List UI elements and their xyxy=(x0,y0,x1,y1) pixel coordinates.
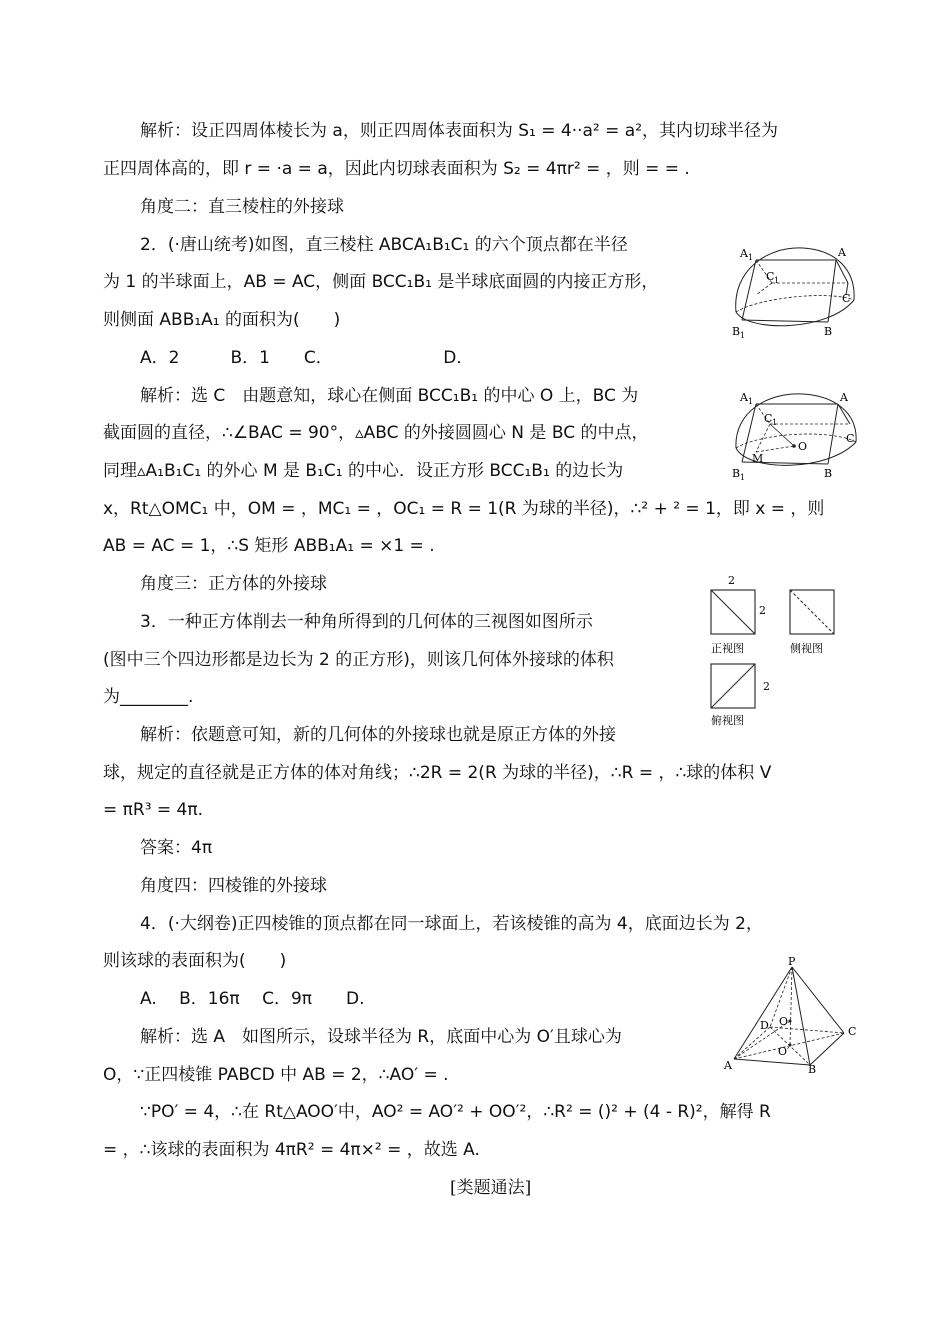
label-c: C xyxy=(848,1025,857,1038)
question-line: 4．(·大纲卷)正四棱锥的顶点都在同一球面上，若该棱锥的高为 4，底面边长为 2， xyxy=(140,914,763,934)
text-line: 则该球的表面积为( ) xyxy=(103,951,287,971)
hemisphere-prism-figure xyxy=(728,240,863,340)
text-line: 为________. xyxy=(103,687,194,707)
label-a: A xyxy=(840,391,848,404)
label-b1: B xyxy=(732,467,741,480)
text-line: = πR³ = 4π. xyxy=(103,800,204,820)
text-line: 球，规定的直径就是正方体的体对角线；∴2R = 2(R 为球的半径)，∴R = ，∴球的体积 V xyxy=(103,763,772,783)
svg-text:1: 1 xyxy=(772,418,778,427)
text-line: AB = AC = 1，∴S 矩形 ABB₁A₁ = ×1 = . xyxy=(103,536,435,556)
answer-options: A. B．16π C．9π D. xyxy=(140,989,365,1009)
text-line: x，Rt△OMC₁ 中，OM = ，MC₁ = ，OC₁ = R = 1(R 为球的半径)，∴² + ² = 1，即 x = ，则 xyxy=(103,499,825,519)
section-heading: 角度四：四棱锥的外接球 xyxy=(140,876,327,896)
text-line: 同理▵A₁B₁C₁ 的外心 M 是 B₁C₁ 的中心．设正方形 BCC₁B₁ 的边长为 xyxy=(103,461,624,481)
text-line: 解析：选 C 由题意知，球心在侧面 BCC₁B₁ 的中心 O 上，BC 为 xyxy=(140,386,639,406)
question-line: 2．(·唐山统考)如图，直三棱柱 ABCA₁B₁C₁ 的六个顶点都在半径 xyxy=(140,235,628,255)
section-heading: 角度三：正方体的外接球 xyxy=(140,574,327,594)
label-a1: A xyxy=(740,247,748,260)
label-a: A xyxy=(724,1059,732,1072)
label-o: O xyxy=(798,440,808,453)
section-heading: [类题通法] xyxy=(450,1178,532,1198)
svg-text:1: 1 xyxy=(748,253,754,262)
label-b: B xyxy=(824,325,833,338)
section-heading: 角度二：直三棱柱的外接球 xyxy=(140,197,344,217)
text-line: 正四周体高的，即 r = ·a = a，因此内切球表面积为 S₂ = 4πr² = ，则 = = . xyxy=(103,159,690,179)
svg-text:1: 1 xyxy=(748,397,754,406)
question-line: 3．一种正方体削去一种角所得到的几何体的三视图如图所示 xyxy=(140,612,593,632)
text-line: ∵PO′ = 4，∴在 Rt△AOO′中，AO² = AO′² + OO′²，∴R² = ()² + (4 - R)²，解得 R xyxy=(140,1102,771,1122)
dim-top: 2 xyxy=(728,574,735,587)
svg-text:1: 1 xyxy=(774,276,780,285)
label-c: C xyxy=(846,432,855,445)
three-view-figure xyxy=(703,572,843,732)
text-line: (图中三个四边形都是边长为 2 的正方形)，则该几何体外接球的体积 xyxy=(103,650,614,670)
label-m: M xyxy=(752,452,764,465)
text-line: = ，∴该球的表面积为 4πR² = 4π×² = ，故选 A. xyxy=(103,1140,480,1160)
label-c: C xyxy=(842,292,851,305)
svg-text:1: 1 xyxy=(740,473,746,482)
svg-text:1: 1 xyxy=(740,331,746,340)
label-b: B xyxy=(808,1063,817,1075)
label-a1: A xyxy=(740,391,748,404)
text-line: 解析：选 A 如图所示，设球半径为 R，底面中心为 O′且球心为 xyxy=(140,1027,622,1047)
text-line: 则侧面 ABB₁A₁ 的面积为( ) xyxy=(103,310,341,330)
answer-line: 答案：4π xyxy=(140,838,213,858)
text-line: O，∵正四棱锥 PABCD 中 AB = 2，∴AO′ = . xyxy=(103,1065,449,1085)
label-o-prime: O′ xyxy=(778,1045,790,1058)
label-o: O xyxy=(779,1015,789,1028)
label-a: A xyxy=(838,246,846,259)
label-c1: C xyxy=(766,270,775,283)
answer-options: A．2 B．1 C． D． xyxy=(140,348,474,368)
pyramid-figure xyxy=(722,955,862,1075)
front-view-caption: 正视图 xyxy=(711,642,744,655)
text-line: 解析：设正四周体棱长为 a，则正四周体表面积为 S₁ = 4··a² = a²，其内切球半径为 xyxy=(140,121,779,141)
hemisphere-center-figure xyxy=(728,386,863,486)
dim-top-view: 2 xyxy=(763,680,770,693)
label-c1: C xyxy=(764,412,773,425)
label-b1: B xyxy=(732,325,741,338)
side-view-caption: 侧视图 xyxy=(790,642,823,655)
text-line: 截面圆的直径，∴∠BAC = 90°，▵ABC 的外接圆圆心 N 是 BC 的中点， xyxy=(103,423,649,443)
text-line: 为 1 的半球面上，AB = AC，侧面 BCC₁B₁ 是半球底面圆的内接正方形， xyxy=(103,272,659,292)
label-b: B xyxy=(824,467,833,480)
dim-side: 2 xyxy=(759,604,766,617)
top-view-caption: 俯视图 xyxy=(711,714,744,727)
text-line: 解析：依题意可知，新的几何体的外接球也就是原正方体的外接 xyxy=(140,725,616,745)
label-p: P xyxy=(788,955,796,968)
label-d: D xyxy=(760,1019,769,1032)
